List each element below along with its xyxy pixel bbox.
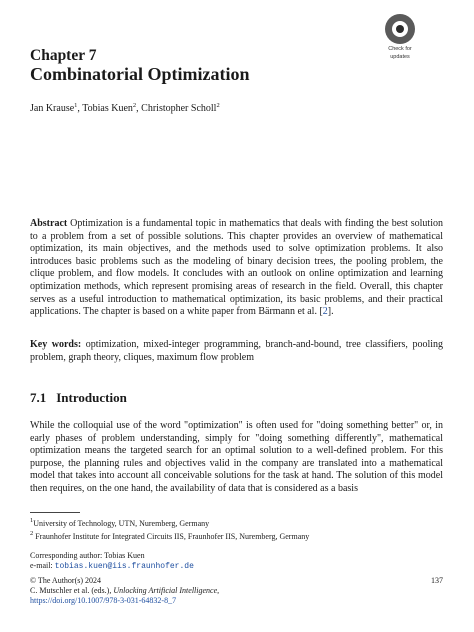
affiliation-mark: 2	[132, 102, 137, 109]
check-for-updates-badge[interactable]	[378, 14, 422, 60]
keywords-text: optimization, mixed-integer programming, branch-and-bound, tree classifiers, pooling problem, graph theory, cliques, maximum flow problem	[30, 339, 443, 363]
abstract-label: Abstract	[30, 218, 68, 229]
section-title: Introduction	[56, 390, 127, 405]
badge-line2: updates	[390, 54, 410, 60]
corresponding-author: Corresponding author: Tobias Kuen	[30, 550, 145, 560]
page-number: 137	[431, 576, 443, 585]
affiliation-mark: 1	[74, 102, 78, 109]
chapter-title: Combinatorial Optimization	[30, 64, 250, 84]
book-title: Unlocking Artificial Intelligence	[113, 586, 218, 596]
author-name: Christopher Scholl	[141, 103, 217, 114]
email-line: e-mail: tobias.kuen@iis.fraunhofer.de	[30, 561, 194, 572]
abstract	[30, 218, 443, 319]
check-for-updates-icon	[385, 14, 415, 44]
chapter-number: Chapter 7	[30, 47, 97, 64]
affiliation-mark: 2	[216, 102, 220, 109]
author-list	[30, 102, 220, 114]
badge-line1: Check for	[388, 46, 412, 52]
abstract-text: Optimization is a fundamental topic in mathematics that deals with finding the best solution to a problem from a set of possible solutions. This chapter provides an overview of mathematical optimization, its main objectives, and the methods used to solve optimization problems. It also introduces basic problems such as the modeling of binary decision trees, the pooling problem, the clique problem, and flow models. It concludes with an outlook on online optimization and learning optimization methods, which represent promising areas of research in the field. Overall, this chapter serves as a useful introduction to mathematical optimization, its basic problems, and their practical applications. The chapter is based on a white paper from Bärmann et al. [	[30, 218, 443, 318]
footnote-1: $^1$University of Technology, UTN, Nuremberg, Germany	[30, 517, 210, 528]
citation-link[interactable]: 2	[322, 306, 328, 318]
copyright-block	[30, 576, 443, 607]
footnotes	[30, 516, 443, 573]
keywords-label: Key words:	[30, 339, 82, 350]
citation-line: C. Mutschler et al. (eds.), Unlocking Artificial Intelligence,	[30, 586, 220, 596]
email-link[interactable]: tobias.kuen@iis.fraunhofer.de	[54, 562, 194, 572]
author-name: Jan Krause	[30, 103, 75, 114]
author-separator: ,	[77, 103, 83, 114]
intro-paragraph: While the colloquial use of the word "optimization" is often used for "doing something better" or, in early phases of problem understanding, simply for "doing something differently", mathematical optimization means the targeted search for an optimal solution to a well-defined problem. For this purpose, the planning rules and objectives valid in the company are translated into a mathematical model that takes into account all conceivable solutions for the task at hand. The solution of this model then requires, on the one hand, the availability of data that is considered as a basis	[30, 420, 443, 494]
doi-link[interactable]: https://doi.org/10.1007/978-3-031-64832-8_7	[30, 596, 177, 606]
author-separator: ,	[136, 103, 142, 114]
copyright-line: © The Author(s) 2024	[30, 576, 102, 585]
keywords	[30, 339, 443, 364]
footnote-2: $^2$ Fraunhofer Institute for Integrated Circuits IIS, Fraunhofer IIS, Nuremberg, Germany	[30, 530, 310, 542]
section-heading	[30, 390, 127, 406]
abstract-end: ].	[327, 306, 334, 318]
author-name: Tobias Kuen	[82, 103, 133, 114]
footnote-rule	[30, 512, 80, 513]
section-number: 7.1	[30, 390, 47, 405]
